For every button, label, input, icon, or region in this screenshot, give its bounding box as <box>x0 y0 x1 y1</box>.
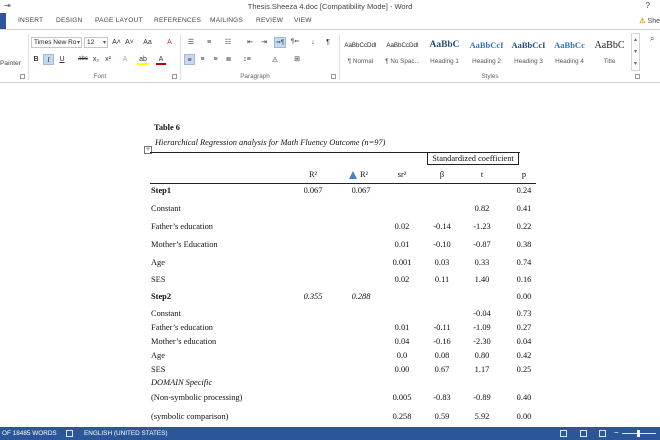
cell-delta-r2: 0.067 <box>351 186 371 195</box>
column-header-delta-r2: R² <box>359 170 369 179</box>
style-preview: AaBbCc <box>554 40 585 50</box>
cell-beta: 0.59 <box>434 412 450 421</box>
help-button[interactable]: ? <box>645 1 650 10</box>
warning-icon: ⚠ <box>639 18 646 25</box>
style-name: Heading 1 <box>430 58 459 65</box>
align-right-icon[interactable]: ≡ <box>213 56 218 63</box>
tab-page-layout[interactable]: PAGE LAYOUT <box>95 17 143 24</box>
clipboard-dialog-launcher-icon[interactable] <box>20 74 25 79</box>
row-label: Age <box>151 258 165 267</box>
font-color-button[interactable]: A <box>156 54 166 65</box>
status-bar <box>0 427 660 440</box>
paragraph-dialog-launcher-icon[interactable] <box>331 74 336 79</box>
superscript-button[interactable]: x² <box>105 56 111 63</box>
style-name: Title <box>603 58 616 65</box>
style-heading-2[interactable] <box>466 33 507 71</box>
tab-design[interactable]: DESIGN <box>56 17 83 24</box>
increase-indent-icon[interactable]: ⇥ <box>261 39 267 46</box>
cell-p: 0.24 <box>516 186 532 195</box>
cell-t: -0.89 <box>473 393 491 402</box>
styles-dialog-launcher-icon[interactable] <box>635 74 640 79</box>
numbering-icon[interactable]: ≡ <box>206 39 212 46</box>
decrease-indent-icon[interactable]: ⇤ <box>247 39 253 46</box>
styles-group-label: Styles <box>481 73 499 80</box>
style-preview: AaBbCcI <box>511 40 546 50</box>
cell-t: -2.30 <box>473 337 491 346</box>
cell-sr2: 0.258 <box>392 412 412 421</box>
column-header-p: p <box>521 170 527 179</box>
style-title[interactable] <box>589 33 630 71</box>
rtl-direction-icon[interactable]: ¶⇐ <box>290 39 300 45</box>
zoom-out-icon[interactable]: − <box>614 428 619 437</box>
style-preview: AaBbCcI <box>469 40 504 50</box>
text-effects-button[interactable]: A <box>122 56 128 63</box>
style-name: ¶ No Spac... <box>385 58 420 65</box>
zoom-slider-thumb[interactable] <box>637 430 640 437</box>
window-title: Thesis.Sheeza 4.doc [Compatibility Mode] - Word <box>247 2 413 11</box>
cell-beta: -0.11 <box>433 323 451 332</box>
row-label: Mother’s Education <box>151 240 218 249</box>
table-move-handle-icon[interactable]: + <box>145 146 151 153</box>
ltr-direction-icon[interactable]: ⇒¶ <box>274 37 286 48</box>
font-name-combobox[interactable]: Times New Ro ▾ <box>31 37 82 48</box>
quick-access-customize-icon[interactable]: ⇥ <box>4 1 11 10</box>
cell-sr2: 0.02 <box>394 275 410 284</box>
cell-t: 0.80 <box>474 351 490 360</box>
row-label: Step2 <box>151 292 172 301</box>
ribbon-tabs <box>0 13 660 29</box>
cell-t: 1.17 <box>474 365 490 374</box>
ribbon-home <box>0 29 660 83</box>
cell-sr2: 0.01 <box>394 323 410 332</box>
row-label: Step1 <box>151 186 172 195</box>
cell-sr2: 0.02 <box>394 222 410 231</box>
cell-t: -1.09 <box>473 323 491 332</box>
italic-button[interactable]: I <box>43 54 54 65</box>
cell-p: 0.25 <box>516 365 532 374</box>
tab-view[interactable]: VIEW <box>294 17 312 24</box>
cell-beta: -0.10 <box>433 240 451 249</box>
cell-sr2: 0.001 <box>392 258 412 267</box>
font-group-label: Font <box>93 73 107 80</box>
more-styles-icon[interactable]: ▾ <box>633 61 637 67</box>
grow-font-button[interactable]: A˄ <box>112 39 121 46</box>
tab-mailings[interactable]: MAILINGS <box>210 17 244 24</box>
header-bottom-rule <box>150 183 536 184</box>
style-name: Heading 3 <box>514 58 543 65</box>
cell-beta: -0.14 <box>433 222 451 231</box>
column-header-beta: β <box>439 170 445 179</box>
spanning-header: Standardized coefficient <box>432 154 514 163</box>
clear-formatting-button[interactable]: A <box>167 39 172 46</box>
cell-t: -1.23 <box>473 222 491 231</box>
format-painter-button[interactable]: Painter <box>0 60 21 67</box>
cell-beta: 0.67 <box>434 365 450 374</box>
row-label: Constant <box>151 204 181 213</box>
group-separator <box>28 34 29 80</box>
style-preview: AaBbCcDdI <box>386 42 419 49</box>
styles-scroll[interactable] <box>631 33 640 71</box>
row-label: SES <box>151 275 166 284</box>
style-preview: AaBbCcDdI <box>344 42 377 49</box>
table-number: Table 6 <box>154 123 180 132</box>
proofing-icon[interactable] <box>66 430 73 437</box>
cell-beta: 0.08 <box>434 351 450 360</box>
cell-sr2: 0.04 <box>394 337 410 346</box>
row-label: SES <box>151 365 166 374</box>
cell-p: 0.40 <box>516 393 532 402</box>
strikethrough-button[interactable]: abc <box>78 56 88 62</box>
show-marks-button[interactable]: ¶ <box>326 39 330 46</box>
tab-file[interactable] <box>0 13 6 29</box>
cell-p: 0.22 <box>516 222 532 231</box>
shading-icon[interactable]: ◬ <box>272 56 278 63</box>
style-heading-1[interactable] <box>424 33 465 71</box>
style-name: Heading 2 <box>472 58 501 65</box>
cell-p: 0.16 <box>516 275 532 284</box>
change-case-button[interactable]: Aa <box>143 39 152 46</box>
borders-icon[interactable]: ⊞ <box>294 56 300 63</box>
user-account[interactable] <box>639 17 660 25</box>
cell-beta: 0.03 <box>434 258 450 267</box>
web-layout-icon[interactable] <box>599 430 606 437</box>
tab-review[interactable]: REVIEW <box>256 17 284 24</box>
row-label: Father’s education <box>151 323 213 332</box>
column-header-t: t <box>480 170 484 179</box>
row-label: Mother’s education <box>151 337 217 346</box>
cell-r2: 0.067 <box>303 186 323 195</box>
document-area[interactable] <box>0 83 660 427</box>
column-header-sr2: sr² <box>397 170 407 179</box>
row-label: (Non-symbolic processing) <box>151 393 243 402</box>
title-bar <box>0 0 660 13</box>
header-box-bottom <box>427 164 519 165</box>
word-count[interactable]: OF 18485 WORDS <box>2 430 57 437</box>
style-no-spacing[interactable] <box>382 33 423 71</box>
cell-r2: 0.355 <box>303 292 323 301</box>
group-separator <box>180 34 181 80</box>
cell-sr2: 0.01 <box>394 240 410 249</box>
read-mode-icon[interactable] <box>560 430 567 437</box>
style-preview: AaBbC <box>429 40 460 50</box>
cell-p: 0.73 <box>516 309 532 318</box>
cell-p: 0.04 <box>516 337 532 346</box>
font-size-combobox[interactable]: 12 ▾ <box>84 37 108 48</box>
cell-beta: -0.16 <box>433 337 451 346</box>
cell-p: 0.00 <box>516 292 532 301</box>
cell-t: -0.04 <box>473 309 491 318</box>
cell-t: -0.87 <box>473 240 491 249</box>
find-icon[interactable]: ⌕ <box>650 34 655 43</box>
style-name: Heading 4 <box>555 58 584 65</box>
highlight-button[interactable]: ab <box>137 54 149 65</box>
cell-p: 0.42 <box>516 351 532 360</box>
style-heading-4[interactable] <box>549 33 590 71</box>
cell-p: 0.41 <box>516 204 532 213</box>
cell-p: 0.74 <box>516 258 532 267</box>
sort-icon[interactable]: ↓ <box>311 39 315 46</box>
cell-t: 5.92 <box>474 412 490 421</box>
cell-p: 0.00 <box>516 412 532 421</box>
bold-button[interactable]: B <box>33 56 39 63</box>
cell-t: 0.82 <box>474 204 490 213</box>
table-caption: Hierarchical Regression analysis for Math Fluency Outcome (n=97) <box>155 138 386 147</box>
scroll-up-icon[interactable]: ▴ <box>633 37 637 43</box>
cell-beta: 0.11 <box>434 275 450 284</box>
font-dialog-launcher-icon[interactable] <box>172 74 177 79</box>
cell-p: 0.27 <box>516 323 532 332</box>
column-header-r2: R² <box>308 170 318 179</box>
table-top-rule <box>150 152 520 153</box>
align-center-icon[interactable]: ≡ <box>200 56 205 63</box>
align-left-icon[interactable]: ≡ <box>184 54 195 65</box>
bullets-icon[interactable]: ☰ <box>187 39 195 46</box>
shrink-font-button[interactable]: A˅ <box>125 39 134 46</box>
row-label: Constant <box>151 309 181 318</box>
subscript-button[interactable]: x₂ <box>92 56 100 63</box>
cell-t: 1.40 <box>474 275 490 284</box>
tab-references[interactable]: REFERENCES <box>154 17 202 24</box>
language-indicator[interactable]: ENGLISH (UNITED STATES) <box>84 430 168 437</box>
cell-p: 0.38 <box>516 240 532 249</box>
cell-t: 0.33 <box>474 258 490 267</box>
underline-button[interactable]: U <box>59 56 65 63</box>
cell-delta-r2: 0.288 <box>351 292 371 301</box>
line-spacing-icon[interactable]: ↕≡ <box>243 56 251 63</box>
style-heading-3[interactable] <box>508 33 549 71</box>
style-name: ¶ Normal <box>347 58 374 65</box>
tab-insert[interactable]: INSERT <box>18 17 44 24</box>
row-label: (symbolic comparison) <box>151 412 229 421</box>
row-label: Age <box>151 351 165 360</box>
cell-sr2: 0.00 <box>394 365 410 374</box>
cell-beta: -0.83 <box>433 393 451 402</box>
cell-sr2: 0.005 <box>392 393 412 402</box>
multilevel-list-icon[interactable]: ☷ <box>224 39 232 46</box>
print-layout-icon[interactable] <box>580 430 587 437</box>
style-normal[interactable] <box>340 33 381 71</box>
row-label: Father’s education <box>151 222 213 231</box>
styles-gallery <box>340 33 640 71</box>
row-label: DOMAIN Specific <box>151 378 213 387</box>
cell-sr2: 0.0 <box>396 351 408 360</box>
style-preview: AaBbC <box>594 40 625 51</box>
justify-icon[interactable]: ≣ <box>225 56 232 63</box>
scroll-down-icon[interactable]: ▾ <box>633 49 637 55</box>
paragraph-group-label: Paragraph <box>240 73 270 80</box>
user-name: She <box>647 18 660 25</box>
